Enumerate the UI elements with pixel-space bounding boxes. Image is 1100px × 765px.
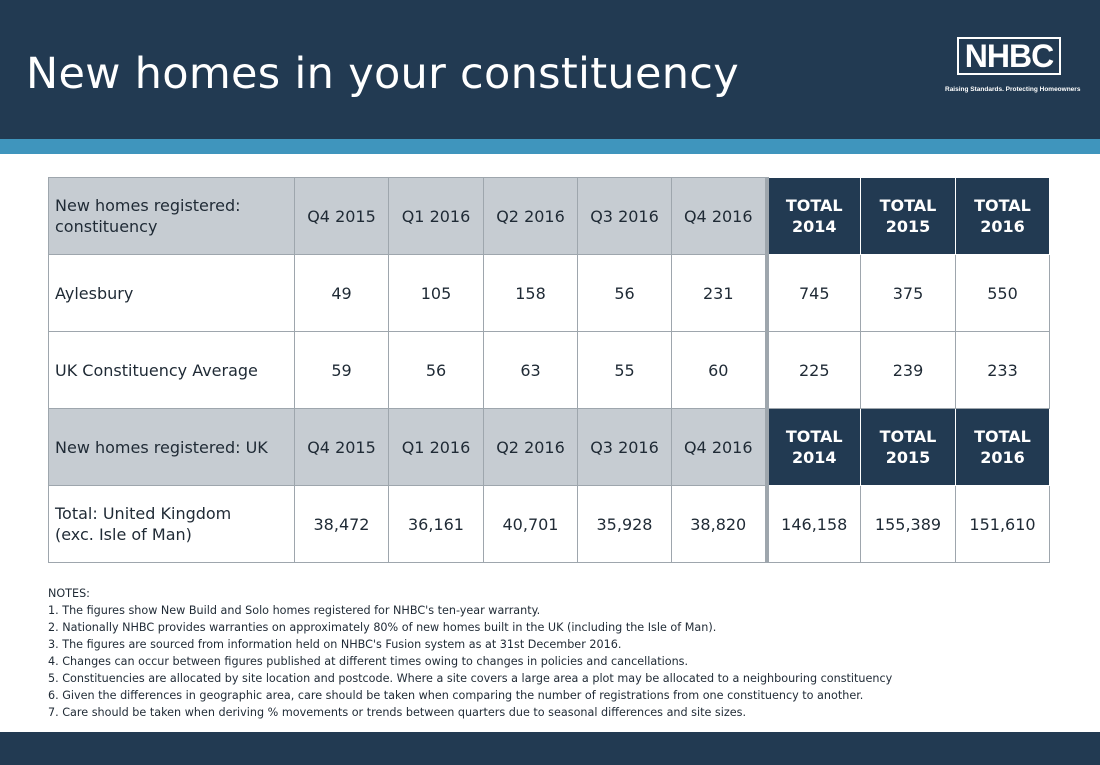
header-accent-band xyxy=(0,139,1100,154)
table-cell: 375 xyxy=(861,255,956,332)
table-cell: 63 xyxy=(484,332,578,409)
header-total: TOTAL 2014 xyxy=(767,409,861,486)
row-label: Aylesbury xyxy=(49,255,295,332)
table-cell: 233 xyxy=(956,332,1050,409)
page-footer xyxy=(0,732,1100,765)
constituency-header-label: New homes registered: constituency xyxy=(49,178,295,255)
header-total: TOTAL 2015 xyxy=(861,409,956,486)
table-cell: 35,928 xyxy=(578,486,672,563)
table-cell: 55 xyxy=(578,332,672,409)
header-quarter: Q2 2016 xyxy=(484,409,578,486)
table-cell: 105 xyxy=(389,255,484,332)
registrations-table xyxy=(48,177,1050,563)
table-cell: 56 xyxy=(389,332,484,409)
header-total: TOTAL 2016 xyxy=(956,409,1050,486)
header-quarter: Q4 2016 xyxy=(672,178,767,255)
header-total: TOTAL 2016 xyxy=(956,178,1050,255)
table-cell: 56 xyxy=(578,255,672,332)
notes-heading: NOTES: xyxy=(48,587,90,600)
table-cell: 550 xyxy=(956,255,1050,332)
table-row-uk-average xyxy=(49,332,1050,409)
header-quarter: Q4 2015 xyxy=(295,178,389,255)
table-row-uk-total xyxy=(49,486,1050,563)
logo-tagline: Raising Standards. Protecting Homeowners xyxy=(945,86,1081,93)
table-cell: 158 xyxy=(484,255,578,332)
header-quarter: Q3 2016 xyxy=(578,409,672,486)
header-quarter: Q3 2016 xyxy=(578,178,672,255)
note-item: 7. Care should be taken when deriving % movements or trends between quarters due to seasonal differences and site sizes. xyxy=(48,706,747,719)
table-cell: 38,472 xyxy=(295,486,389,563)
table-cell: 146,158 xyxy=(767,486,861,563)
note-item: 6. Given the differences in geographic area, care should be taken when comparing the number of registrations from one constituency to another. xyxy=(48,689,864,702)
notes-section xyxy=(48,585,1088,721)
note-item: 5. Constituencies are allocated by site location and postcode. Where a site covers a large area a plot may be allocated to a neighbouring constituency xyxy=(48,672,893,685)
header-quarter: Q1 2016 xyxy=(389,178,484,255)
table-cell: 36,161 xyxy=(389,486,484,563)
table-cell: 225 xyxy=(767,332,861,409)
uk-header-label: New homes registered: UK xyxy=(49,409,295,486)
note-item: 1. The figures show New Build and Solo homes registered for NHBC's ten-year warranty. xyxy=(48,604,541,617)
note-item: 2. Nationally NHBC provides warranties on approximately 80% of new homes built in the UK (including the Isle of Man). xyxy=(48,621,717,634)
page-header xyxy=(0,0,1100,139)
row-label: Total: United Kingdom (exc. Isle of Man) xyxy=(49,486,295,563)
table-cell: 155,389 xyxy=(861,486,956,563)
page-title: New homes in your constituency xyxy=(26,49,739,99)
note-item: 4. Changes can occur between figures published at different times owing to changes in policies and cancellations. xyxy=(48,655,689,668)
uk-header-row xyxy=(49,409,1050,486)
table-row-aylesbury xyxy=(49,255,1050,332)
table-cell: 40,701 xyxy=(484,486,578,563)
header-quarter: Q2 2016 xyxy=(484,178,578,255)
header-quarter: Q1 2016 xyxy=(389,409,484,486)
table-cell: 231 xyxy=(672,255,767,332)
header-quarter: Q4 2016 xyxy=(672,409,767,486)
table-cell: 60 xyxy=(672,332,767,409)
logo-wordmark: NHBC xyxy=(957,37,1061,75)
table-cell: 49 xyxy=(295,255,389,332)
constituency-header-row xyxy=(49,178,1050,255)
header-quarter: Q4 2015 xyxy=(295,409,389,486)
row-label: UK Constituency Average xyxy=(49,332,295,409)
table-cell: 151,610 xyxy=(956,486,1050,563)
table-cell: 745 xyxy=(767,255,861,332)
table-cell: 38,820 xyxy=(672,486,767,563)
table-cell: 59 xyxy=(295,332,389,409)
nhbc-logo xyxy=(945,35,1081,97)
note-item: 3. The figures are sourced from information held on NHBC's Fusion system as at 31st December 2016. xyxy=(48,638,622,651)
header-total: TOTAL 2014 xyxy=(767,178,861,255)
header-total: TOTAL 2015 xyxy=(861,178,956,255)
table-cell: 239 xyxy=(861,332,956,409)
